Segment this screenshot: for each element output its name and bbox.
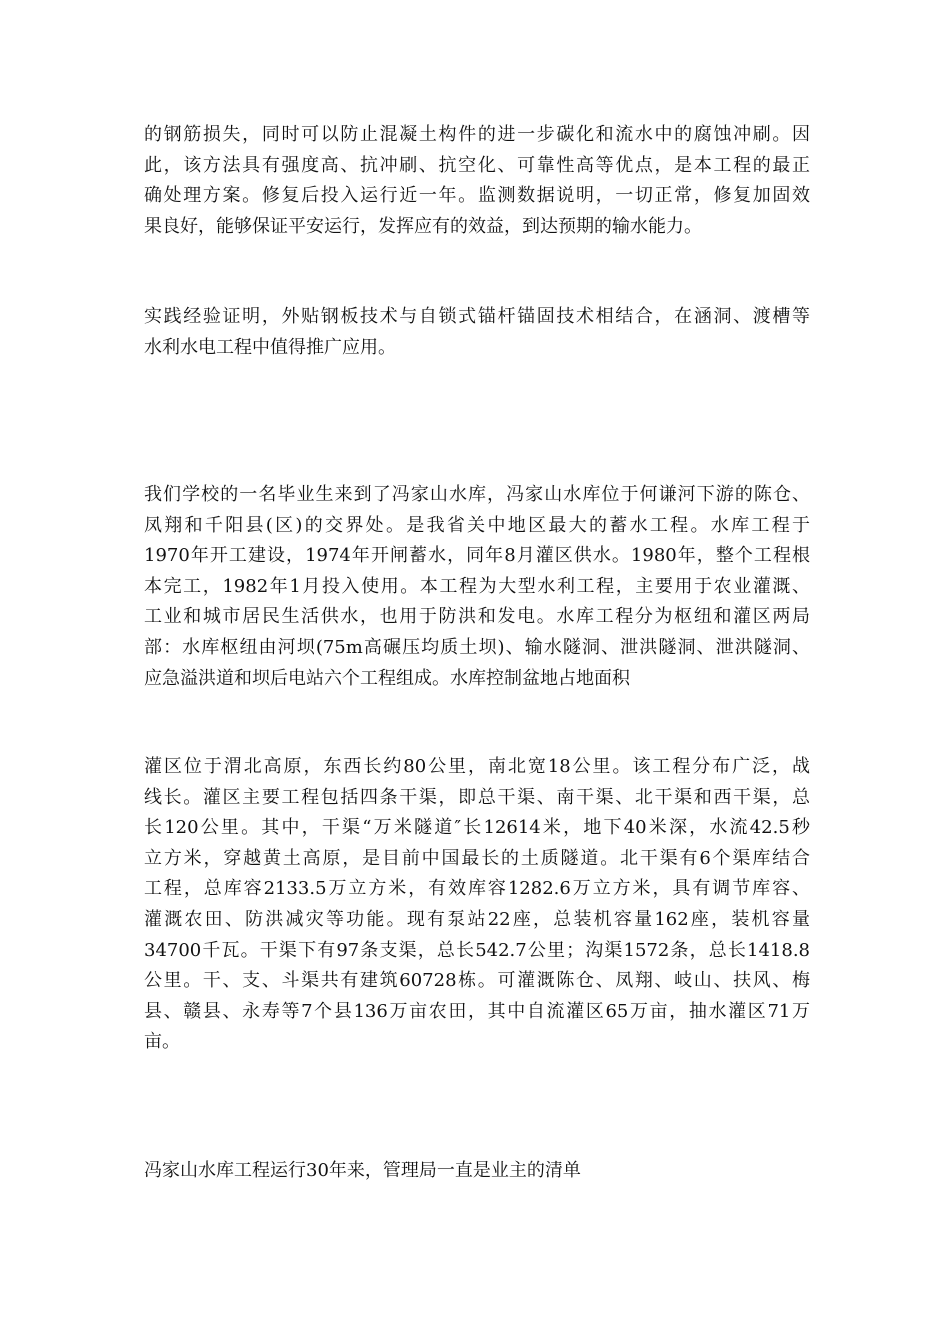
text-line: 公里。干、支、斗渠共有建筑60728栋。可灌溉陈仓、凤翔、岐山、扶风、梅 (144, 970, 810, 992)
text-line: 灌区位于渭北高原，东西长约80公里，南北宽18公里。该工程分布广泛，战 (144, 756, 810, 777)
text-line: 线长。灌区主要工程包括四条干渠，即总干渠、南干渠、北干渠和西干渠，总 (144, 786, 810, 808)
text-line: 我们学校的一名毕业生来到了冯家山水库，冯家山水库位于何谦河下游的陈仓、 (144, 484, 810, 505)
text-line: 果良好，能够保证平安运行，发挥应有的效益，到达预期的输水能力。 (144, 215, 702, 237)
text-line: 应急溢洪道和坝后电站六个工程组成。水库控制盆地占地面积 (144, 667, 630, 689)
text-line: 长120公里。其中，干渠“万米隧道″长12614米，地下40米深，水流42.5秒 (144, 817, 810, 839)
text-line: 34700千瓦。干渠下有97条支渠，总长542.7公里；沟渠1572条，总长1418.8 (144, 939, 810, 961)
text-line: 灌溉农田、防洪减灾等功能。现有泵站22座，总装机容量162座，装机容量 (144, 908, 810, 930)
text-line: 此，该方法具有强度高、抗冲刷、抗空化、可靠性高等优点，是本工程的最正 (144, 154, 810, 176)
text-line: 亩。 (144, 1031, 180, 1053)
paragraph-repair-summary (144, 120, 810, 242)
text-line: 工业和城市居民生活供水，也用于防洪和发电。水库工程分为枢纽和灌区两局 (144, 606, 810, 628)
paragraph-irrigation-district (144, 752, 810, 1058)
text-line: 1970年开工建设，1974年开闸蓄水，同年8月灌区供水。1980年，整个工程根 (144, 545, 810, 567)
text-line: 本完工，1982年1月投入使用。本工程为大型水利工程，主要用于农业灌溉、 (144, 575, 810, 597)
text-line: 凤翔和千阳县(区)的交界处。是我省关中地区最大的蓄水工程。水库工程于 (144, 514, 810, 536)
text-line: 水利水电工程中值得推广应用。 (144, 336, 396, 358)
paragraph-practice-conclusion (144, 302, 810, 363)
text-line: 工程，总库容2133.5万立方米，有效库容1282.6万立方米，具有调节库容、 (144, 878, 810, 900)
text-line: 立方米，穿越黄土高原，是目前中国最长的土质隧道。北干渠有6个渠库结合 (144, 847, 810, 869)
paragraph-operation-history (144, 1156, 810, 1187)
text-line: 冯家山水库工程运行30年来，管理局一直是业主的清单 (144, 1160, 581, 1181)
text-line: 确处理方案。修复后投入运行近一年。监测数据说明，一切正常，修复加固效 (144, 185, 810, 207)
text-line: 县、赣县、永寿等7个县136万亩农田，其中自流灌区65万亩，抽水灌区71万 (144, 1000, 810, 1022)
text-line: 部：水库枢纽由河坝(75m高碾压均质土坝)、输水隧洞、泄洪隧洞、泄洪隧洞、 (144, 636, 810, 658)
paragraph-reservoir-intro (144, 480, 810, 694)
text-line: 的钢筋损失，同时可以防止混凝土构件的进一步碳化和流水中的腐蚀冲刷。因 (144, 124, 810, 145)
text-line: 实践经验证明，外贴钢板技术与自锁式锚杆锚固技术相结合，在涵洞、渡槽等 (144, 306, 810, 327)
